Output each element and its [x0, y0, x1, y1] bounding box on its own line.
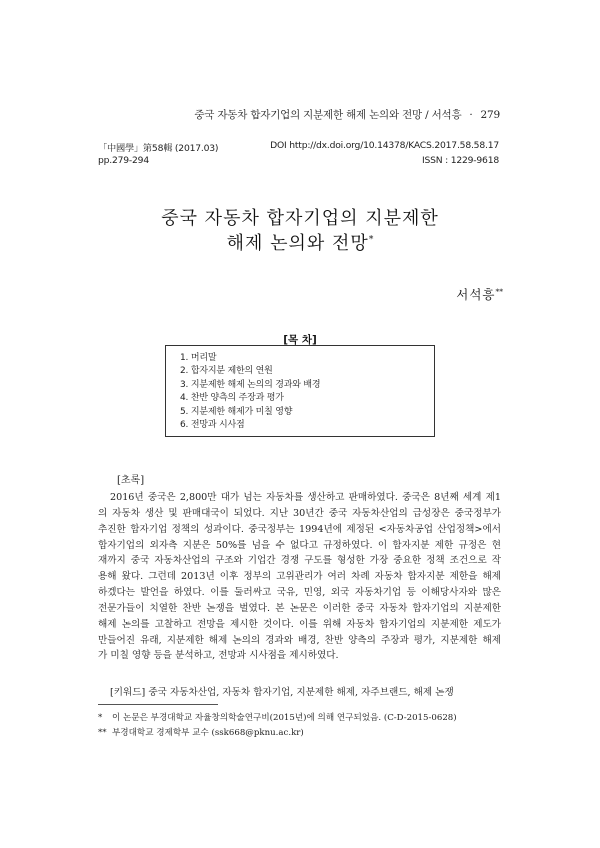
page-range: pp.279-294	[98, 155, 149, 166]
abstract-line: 해제 논의를 고찰하고 전망을 제시한 것이다. 이를 위해 자동차 합자기업의 지분제한 제도가	[98, 618, 501, 630]
journal-info: 「中國學」第58輯 (2017.03)	[98, 143, 219, 154]
abstract-heading: [초록]	[117, 475, 145, 486]
footnote-text: 부경대학교 경제학부 교수 (ssk668@pknu.ac.kr)	[112, 728, 304, 738]
abstract-body	[98, 490, 501, 664]
paper-title-line-2	[100, 229, 500, 255]
abstract-line: 재까지 중국 자동차산업의 구조와 기업간 경쟁 구도를 형성한 가장 중요한 정책 조건으로 작	[98, 555, 501, 567]
title-footnote-mark[interactable]: *	[368, 235, 374, 245]
abstract-line: 추진한 합자기업 정책의 성과이다. 중국정부는 1994년에 제정된 <자동차공업 산업정책>에서	[98, 523, 501, 535]
author	[456, 285, 503, 303]
keywords-label: [키워드]	[110, 687, 146, 698]
toc-item[interactable]: 4. 찬반 양측의 주장과 평가	[180, 393, 284, 404]
abstract-line: 합자기업의 외자측 지분은 50%를 넘을 수 없다고 규정하였다. 이 합자지분 제한 규정은 현	[98, 539, 501, 551]
author-footnote-mark[interactable]: **	[495, 286, 503, 296]
abstract-line: 2016년 중국은 2,800만 대가 넘는 자동차를 생산하고 판매하였다. 중국은 8년째 세계 제1	[110, 492, 501, 503]
running-head	[190, 107, 500, 122]
toc-item[interactable]: 6. 전망과 시사점	[180, 420, 245, 431]
running-head-separator: ·	[469, 109, 473, 121]
keywords-text: 중국 자동차산업, 자동차 합자기업, 지분제한 해제, 자주브랜드, 해제 논쟁	[148, 687, 454, 698]
toc-item[interactable]: 1. 머리말	[180, 353, 217, 363]
toc-item[interactable]: 3. 지분제한 해제 논의의 경과와 배경	[180, 379, 321, 390]
paper-title-line-1: 중국 자동차 합자기업의 지분제한	[161, 208, 439, 229]
toc-item[interactable]: 5. 지분제한 해제가 미칠 영향	[180, 406, 293, 417]
abstract-line: 하겠다는 발언을 하였다. 이를 둘러싸고 국유, 민영, 외국 자동차기업 등 이해당사자와 많은	[98, 587, 501, 599]
footnote	[98, 726, 304, 738]
paper-title-line-2-text: 해제 논의와 전망	[226, 233, 369, 254]
toc-heading: [목 차]	[283, 334, 317, 346]
doi-link[interactable]: DOI http://dx.doi.org/10.14378/KACS.2017.58.58.17	[270, 140, 499, 151]
abstract-line: 가 미칠 영향 등을 분석하고, 전망과 시사점을 제시하였다.	[98, 650, 339, 662]
table-of-contents	[180, 352, 320, 432]
abstract-line: 전문가들이 치열한 찬반 논쟁을 벌였다. 본 논문은 이러한 중국 자동차 합자기업의 지분제한	[98, 602, 501, 614]
author-name: 서석흥	[456, 287, 496, 302]
footnote-text: 이 논문은 부경대학교 자율창의학술연구비(2015년)에 의해 연구되었음. (C-D-2015-0628)	[112, 713, 457, 723]
footnote	[98, 711, 457, 723]
keywords	[110, 684, 454, 698]
page-number: 279	[480, 109, 500, 121]
running-head-title: 중국 자동차 합자기업의 지분제한 해제 논의와 전망 / 서석흥	[194, 109, 462, 121]
issn: ISSN : 1229-9618	[421, 155, 499, 166]
toc-item[interactable]: 2. 합자지분 제한의 연원	[180, 366, 273, 377]
abstract-line: 의 자동차 생산 및 판매대국이 되었다. 지난 30년간 중국 자동차산업의 급성장은 중국정부가	[98, 507, 501, 519]
abstract-line: 용해 왔다. 그런데 2013년 이후 정부의 고위관리가 여러 차례 자동차 합자지분 제한을 해제	[98, 571, 501, 583]
abstract-line: 만들어진 유래, 지분제한 해제 논의의 경과와 배경, 찬반 양측의 주장과 평가, 지분제한 해제	[98, 634, 501, 646]
footnote-mark: **	[98, 728, 107, 738]
footnote-mark: *	[98, 713, 103, 723]
footnote-divider	[98, 704, 218, 705]
